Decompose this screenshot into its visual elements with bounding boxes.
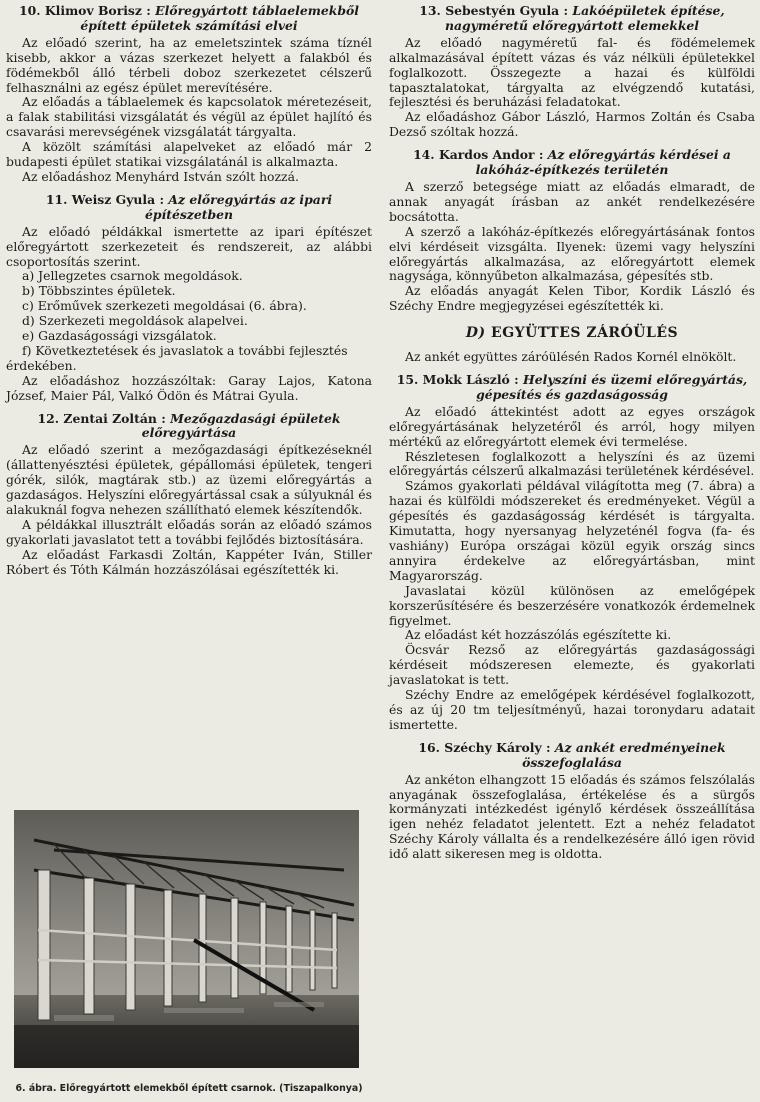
paragraph: Az előadást Farkasdi Zoltán, Kappéter Iván, Stiller Róbert és Tóth Kálmán hozzászólásai egészítették ki. — [6, 546, 372, 577]
section-number: 11. — [45, 191, 68, 207]
left-column — [6, 4, 372, 578]
section-13-heading: 13. Sebestyén Gyula : Lakóépületek építése, nagyméretű előregyártott elemekkel — [419, 3, 725, 33]
author-name: Klimov Borisz — [44, 3, 142, 18]
section-letter: D) — [465, 325, 486, 342]
paragraph: Javaslatai közül különösen az emelőgépek korszerűsítésére és beszerzésére vonatkozók érdemelnek figyelmet. — [389, 582, 755, 628]
list-item: a) Jellegzetes csarnok megoldások. — [22, 268, 243, 284]
paragraph: Az előadás anyagát Kelen Tibor, Kordik László és Széchy Endre megjegyzései egészítették ki. — [389, 283, 755, 314]
list-item: b) Többszintes épületek. — [22, 283, 176, 299]
paragraph: A szerző a lakóház-építkezés előregyártásának fontos elvi kérdéseit vizsgálta. Ilyenek: üzemi vagy helyszíni előregyártás alkalmazása, az előregyártott elemek nagysága, könnyűbeton alkalmazása, gépesítés stb. — [389, 223, 755, 284]
author-name: Széchy Károly — [444, 739, 542, 755]
paragraph: A közölt számítási alapelveket az előadó már 2 budapesti épület statikai vizsgálatánál is alkalmazta. — [6, 139, 372, 170]
hall-photo — [14, 810, 359, 1068]
paragraph: Az előadó példákkal ismertette az ipari építészet előregyártott szerkezeteit és rendszereit, az alábbi csoportosítás szerint. — [6, 223, 372, 269]
paragraph: Részletesen foglalkozott a helyszíni és az üzemi előregyártás célszerű alkalmazási területének kérdésével. — [389, 448, 755, 479]
paragraph: Az előadó nagyméretű fal- és födémelemek alkalmazásával épített vázas és váz nélküli épületekkel foglalkozott. Összegezte a hazai és külföldi tapasztalatokat, tárgyalta az elvégzendő kutatási, fejlesztési és beruházási feladatokat. — [389, 34, 755, 110]
list-item: f) Következtetések és javaslatok a további fejlesztés érdekében. — [6, 342, 348, 373]
section-title: Az ankét eredményeinek összefoglalása — [522, 739, 726, 770]
paragraph: Az előadó szerint a mezőgazdasági építkezéseknél (állattenyésztési épületek, gépállomási épületek, tengeri górék, silók, magtárak stb.) az üzemi előregyártás a gazdaságos. Helyszíni előregyártással csak a súlyuknál és alakuknál fogva nehezen szállítható elemek készítendők. — [6, 442, 372, 517]
paragraph: Az előadást két hozzászólás egészítette ki. — [405, 627, 672, 643]
author-name: Mokk László — [422, 372, 510, 388]
paragraph: Az ankéton elhangzott 15 előadás és számos felszólalás anyagának összefoglalása, értékelése és a sürgős kormányzati intézkedést igénylő kérdések összeállítása igen nehéz feladatot jelentett. Ezt a nehéz feladatot Széchy Károly vállalta és a rendelkezésére álló igen rövid idő alatt sikeresen meg is oldotta. — [389, 771, 755, 862]
paragraph: Az előadáshoz Menyhárd István szólt hozzá. — [22, 168, 299, 184]
author-name: Kardos Andor — [438, 147, 535, 163]
section-title: Lakóépületek építése, nagyméretű előregyártott elemekkel — [444, 3, 725, 33]
section-title: EGYÜTTES ZÁRÓÜLÉS — [491, 325, 679, 342]
prefab-hall-illustration — [14, 810, 359, 1068]
paragraph: Széchy Endre az emelőgépek kérdésével foglalkozott, és az új 20 tm teljesítményű, hazai toronydaru adatait ismertette. — [389, 687, 755, 732]
paragraph: Öcsvár Rezső az előregyártás gazdaságossági kérdéseit módszeresen elemezte, és gyakorlati javaslatokat is tett. — [389, 642, 755, 688]
section-number: 13. — [419, 3, 441, 18]
section-10-heading: 10. Klimov Borisz : Előregyártott táblaelemekből épített épületek számítási elvei — [19, 3, 359, 33]
author-name: Zentai Zoltán — [63, 410, 157, 426]
paragraph: Az ankét együttes záróülésén Rados Kornél elnökölt. — [405, 349, 737, 365]
author-name: Sebestyén Gyula — [445, 3, 560, 18]
section-number: 16. — [418, 739, 440, 755]
list-item: c) Erőművek szerkezeti megoldásai (6. ábra). — [22, 298, 307, 314]
paragraph: Az előadó szerint, ha az emeletszintek száma tíznél kisebb, akkor a vázas szerkezet helyett a falakból és födémekből álló térbeli doboz szerkezetet célszerű felhasználni az egész épület merevítésére. — [6, 34, 372, 95]
list-item: d) Szerkezeti megoldások alapelvei. — [22, 313, 248, 329]
author-name: Weisz Gyula — [71, 191, 156, 207]
list-item: e) Gazdaságossági vizsgálatok. — [22, 328, 217, 344]
topic-list — [6, 269, 372, 373]
paragraph: Az előadáshoz Gábor László, Harmos Zoltán és Csaba Dezső szóltak hozzá. — [389, 109, 755, 140]
paragraph: Az előadáshoz hozzászóltak: Garay Lajos, Katona József, Maier Pál, Valkó Ödön és Mátrai Gyula. — [6, 372, 372, 403]
paragraph: Számos gyakorlati példával világította meg (7. ábra) a hazai és külföldi módszereket és eredményeket. Végül a gépesítés és gazdaságosság kérdését is tárgyalta. Kimutatta, hogy nyersanyag helyzeténél fogva (fa- és vashiány) Európa országai közül egyik ország sincs annyira érdekelve az előregyártásban, mint Magyarország. — [389, 478, 755, 583]
section-number: 10. — [19, 3, 41, 18]
section-15-heading: 15. Mokk László : Helyszíni és üzemi előregyártás, gépesítés és gazdaságosság — [396, 372, 748, 402]
section-16-heading: 16. Széchy Károly : Az ankét eredményeinek összefoglalása — [418, 739, 726, 770]
paragraph: A példákkal illusztrált előadás során az előadó számos gyakorlati javaslatot tett a további fejlődés biztosítására. — [6, 516, 372, 547]
section-title: Az előregyártás az ipari építészetben — [144, 191, 333, 222]
figure-caption: 6. ábra. Előregyártott elemekből épített csarnok. (Tiszapalkonya) — [15, 1083, 363, 1094]
section-number: 14. — [413, 147, 435, 163]
section-title: Mezőgazdasági épületek előregyártása — [141, 410, 341, 441]
paragraph: Az előadás a táblaelemek és kapcsolatok méretezéseit, a falak stabilitási vizsgálatát és végül az épület hajlító és csavarási merevségének vizsgálatát tárgyalta. — [6, 94, 372, 140]
right-column — [389, 4, 755, 862]
section-title: Az előregyártás kérdései a lakóház-építkezés területén — [475, 147, 731, 178]
section-12-heading: 12. Zentai Zoltán : Mezőgazdasági épületek előregyártása — [37, 410, 341, 441]
section-title: Helyszíni és üzemi előregyártás, gépesítés és gazdaságosság — [476, 372, 748, 402]
section-number: 12. — [37, 410, 60, 426]
section-title: Előregyártott táblaelemekből épített épületek számítási elvei — [80, 3, 359, 33]
section-d-heading — [389, 324, 755, 342]
section-14-heading: 14. Kardos Andor : Az előregyártás kérdései a lakóház-építkezés területén — [413, 147, 731, 178]
section-11-heading: 11. Weisz Gyula : Az előregyártás az ipari építészetben — [45, 191, 333, 222]
section-number: 15. — [396, 372, 419, 388]
paragraph: A szerző betegsége miatt az előadás elmaradt, de annak anyagát írásban az ankét rendelkezésére bocsátotta. — [389, 178, 755, 224]
paragraph: Az előadó áttekintést adott az egyes országok előregyártásának helyzetéről és arról, hogy milyen mértékű az előregyártott elemek évi termelése. — [389, 403, 755, 449]
